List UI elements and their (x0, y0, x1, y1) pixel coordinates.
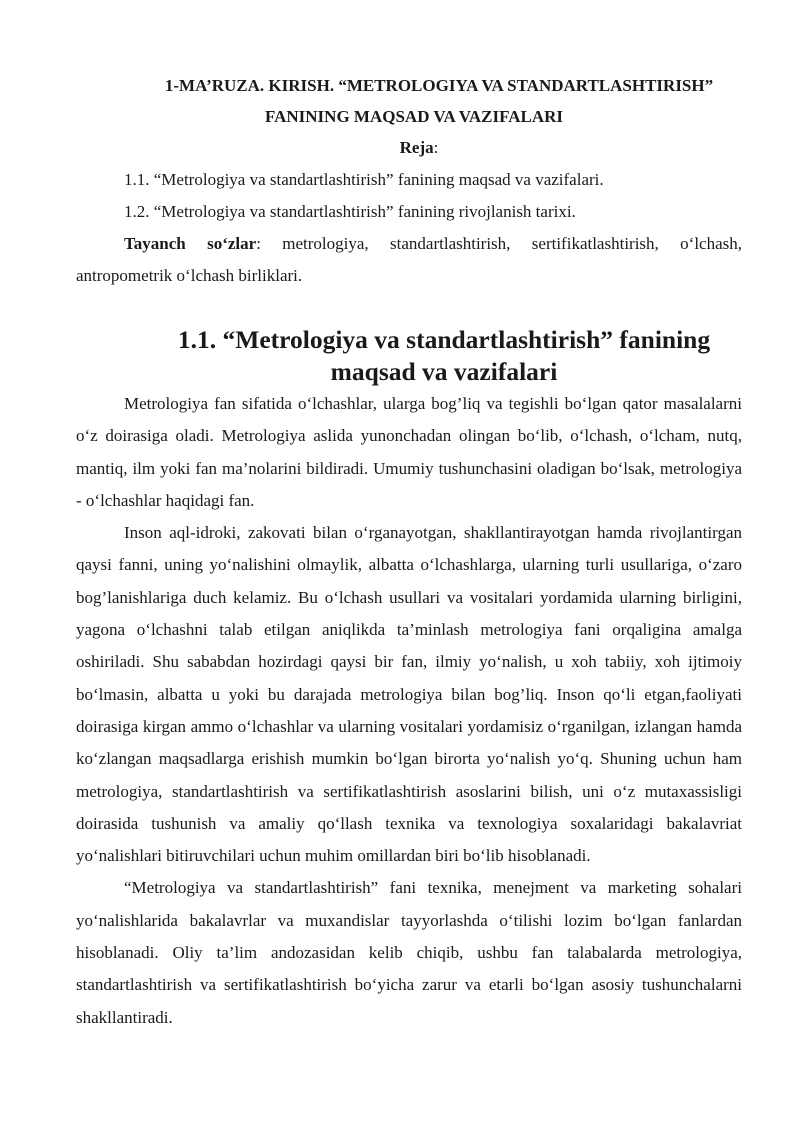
plan-item-1: 1.1. “Metrologiya va standartlashtirish” fanining maqsad va vazifalari. (124, 170, 604, 189)
keywords-text: : metrologiya, standartlashtirish, sertifikatlashtirish, o‘lchash, antropometrik o‘lchash birliklari. (76, 234, 742, 285)
spacer (76, 292, 742, 324)
body-paragraph-2: Inson aql-idroki, zakovati bilan o‘rganayotgan, shakllantirayotgan hamda rivojlantirgan qaysi fanni, uning yo‘nalishini olmaylik, albatta o‘lchashlarga, ularning turli usullariga, o‘zaro bog’lanishlariga duch kelamiz. Bu o‘lchash usullari va vositalari yordamida ularning birligini, yagona o‘lchashni talab etilgan aniqlikda ta’minlash metrologiya fani orqaligina amalga oshiriladi. Shu sababdan hozirdagi qaysi bir fan, ilmiy yo‘nalish, u xoh tabiiy, xoh ijtimoiy bo‘lmasin, albatta u yoki bu darajada metrologiya bilan bog’liq. Inson qo‘li etgan,faoliyati doirasiga kirgan ammo o‘lchashlar va ularning vositalari yordamisiz o‘rganilgan, izlangan hamda ko‘zlangan maqsadlarga erishish mumkin bo‘lgan birorta yo‘nalish yo‘q. Shuning uchun ham metrologiya, standartlashtirish va sertifikatlashtirish asoslarini bilish, uni o‘z mutaxassisligi doirasida tushunish va amaliy qo‘llash texnika va texnologiya soxalaridagi bakalavriat yo‘nalishlari bitiruvchilari uchun muhim omillardan biri bo‘lib hisoblanadi. (76, 523, 742, 866)
plan-item-2: 1.2. “Metrologiya va standartlashtirish” fanining rivojlanish tarixi. (124, 202, 576, 221)
keywords-paragraph (76, 228, 742, 292)
body-paragraph-3: “Metrologiya va standartlashtirish” fani texnika, menejment va marketing sohalari yo‘nalishlarida bakalavrlar va muxandislar tayyorlashda o‘tilishi lozim bo‘lgan fanlardan hisoblanadi. Oliy ta’lim andozasidan kelib chiqib, ushbu fan talabalarda metrologiya, standartlashtirish va sertifikatlashtirish bo‘yicha zarur va etarli bo‘lgan asosiy tushunchalarni shakllantiradi. (76, 878, 742, 1027)
plan-colon: : (433, 138, 439, 157)
section-heading: 1.1. “Metrologiya va standartlashtirish” fanining maqsad va vazifalari (177, 325, 711, 386)
lecture-title-line1: 1-MA’RUZA. KIRISH. “METROLOGIYA VA STANDARTLASHTIRISH” (164, 76, 714, 95)
body-paragraph-1: Metrologiya fan sifatida o‘lchashlar, ularga bog’liq va tegishli bo‘lgan qator masalalarni o‘z doirasiga oladi. Metrologiya aslida yunonchadan olingan bo‘lib, o‘lchash, o‘lcham, nutq, mantiq, ilm yoki fan ma’nolarini bildiradi. Umumiy tushunchasini oladigan bo‘lsak, metrologiya - o‘lchashlar haqidagi fan. (76, 394, 742, 510)
lecture-title (76, 70, 742, 132)
plan-heading (76, 132, 742, 164)
keywords-label: Tayanch so‘zlar (124, 234, 257, 253)
lecture-title-line2: FANINING MAQSAD VA VAZIFALARI (264, 107, 564, 126)
plan-label: Reja (399, 138, 434, 157)
